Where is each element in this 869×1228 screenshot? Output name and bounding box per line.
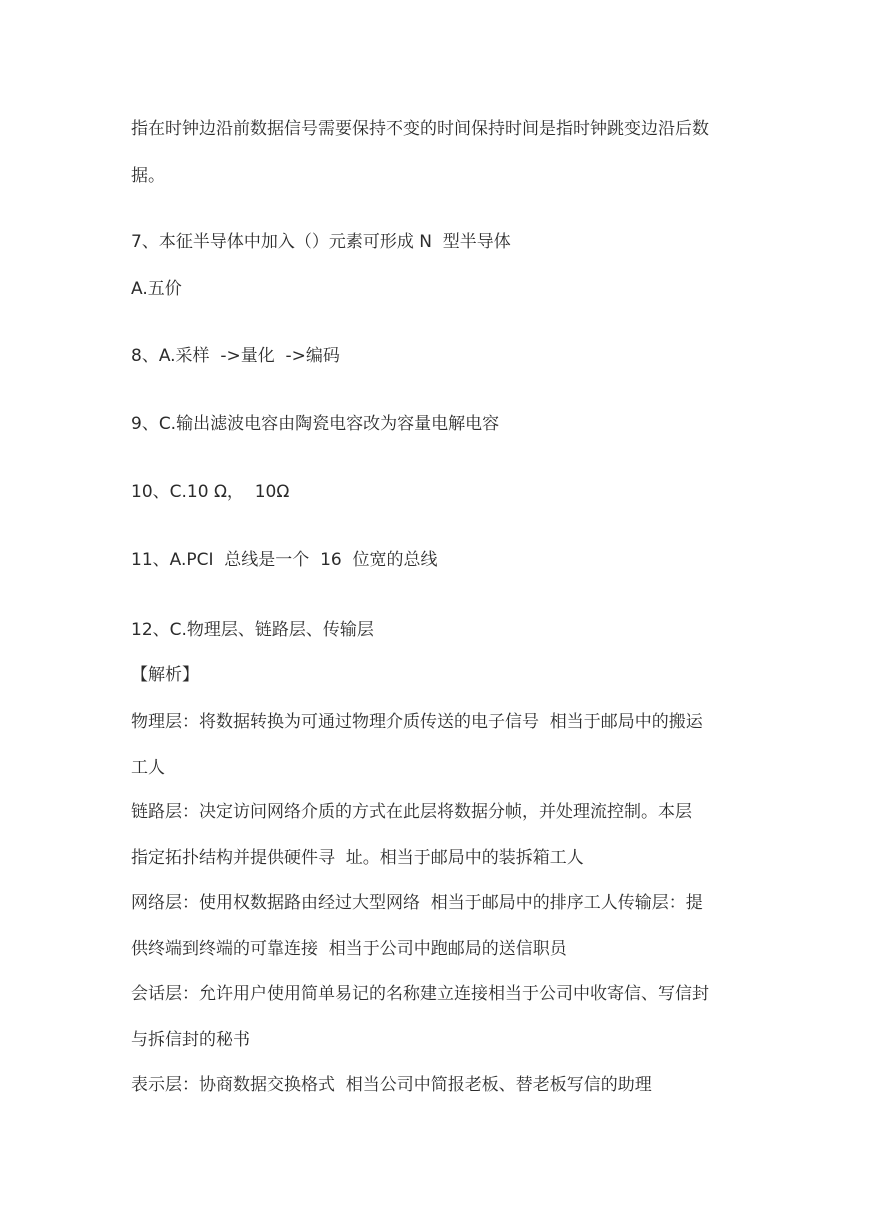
text-line: 指定拓扑结构并提供硬件寻 址。相当于邮局中的装拆箱工人 [131,848,584,868]
text-line: 指在时钟边沿前数据信号需要保持不变的时间保持时间是指时钟跳变边沿后数 [131,119,709,139]
text-line: 表示层：协商数据交换格式 相当公司中简报老板、替老板写信的助理 [131,1075,652,1095]
text-line: 物理层：将数据转换为可通过物理介质传送的电子信号 相当于邮局中的搬运 [131,712,703,732]
text-line: 网络层：使用权数据路由经过大型网络 相当于邮局中的排序工人传输层：提 [131,893,703,913]
analysis-heading: 【解析】 [131,665,199,685]
text-line: 据。 [131,166,165,186]
text-line: 会话层：允许用户使用简单易记的名称建立连接相当于公司中收寄信、写信封 [131,984,709,1004]
text-line: 工人 [131,758,165,778]
answer-8: 8、A.采样 ->量化 ->编码 [131,346,340,366]
answer-9: 9、C.输出滤波电容由陶瓷电容改为容量电解电容 [131,414,500,434]
answer-10: 10、C.10 Ω， 10Ω [131,482,290,502]
text-line: 链路层：决定访问网络介质的方式在此层将数据分帧，并处理流控制。本层 [131,802,692,822]
answer-11: 11、A.PCI 总线是一个 16 位宽的总线 [131,550,438,570]
text-line: 供终端到终端的可靠连接 相当于公司中跑邮局的送信职员 [131,939,567,959]
answer-12: 12、C.物理层、链路层、传输层 [131,620,374,640]
answer-7: A.五价 [131,279,182,299]
text-line: 与拆信封的秘书 [131,1030,250,1050]
question-7: 7、本征半导体中加入（）元素可形成 N 型半导体 [131,232,511,252]
